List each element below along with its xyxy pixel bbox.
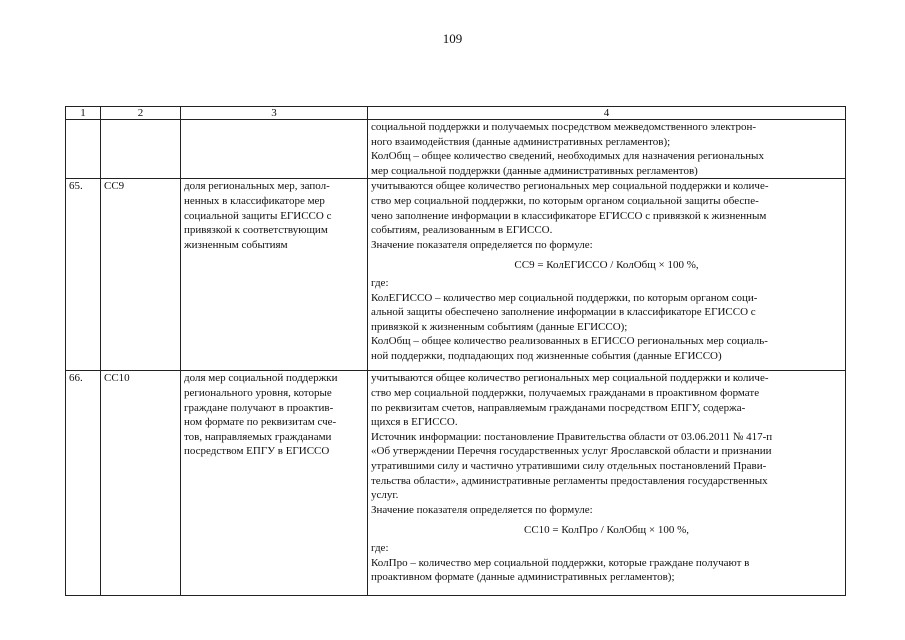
empty-cell [66,120,101,179]
method-intro: учитываются общее количество региональных мер социальной поддержки и количе- ство мер социальной поддержки, получаемых гражданами в проактивном формате по реквизитам счетов, направляемым гражданами посредством ЕПГУ, содержа- щихся в ЕГИССО. [371,372,769,429]
text-line: ного взаимодействия (данные административных регламентов); [371,135,671,148]
formula-label: Значение показателя определяется по формуле: [371,238,593,251]
empty-cell [181,120,368,179]
indicator-code: СС9 [101,179,181,371]
formula-label: Значение показателя определяется по формуле: [371,503,593,516]
continuation-row [66,120,846,179]
indicator-name-text: доля мер социальной поддержки регионального уровня, которые граждане получают в проактив- ном формате по реквизитам сче- тов, направляемых гражданами посредством ЕПГУ в ЕГИССО [184,372,338,458]
definition: КолОбщ – общее количество реализованных в ЕГИССО региональных мер социаль- ной поддержки, подпадающих под жизненные события (данные ЕГИССО) [371,335,768,362]
text-line: КолОбщ – общее количество сведений, необходимых для назначения региональных [371,150,764,163]
empty-cell [101,120,181,179]
method-intro: учитываются общее количество региональных мер социальной поддержки и количе- ство мер социальной поддержки, по которым органом социальной защиты обеспе- чено заполнение информации в классификаторе ЕГИССО с привязкой к жизненным событиям, реализованным в ЕГИССО. [371,180,769,237]
indicator-name [181,371,368,596]
formula: СС10 = КолПро / КолОбщ × 100 %, [523,524,690,537]
column-header-1: 1 [66,107,101,120]
text-line: социальной поддержки и получаемых посредством межведомственного электрон- [371,121,757,133]
column-header-3: 3 [181,107,368,120]
definition: КолЕГИССО – количество мер социальной поддержки, по которым органом соци- альной защиты обеспечено заполнение информации в классификаторе ЕГИССО с привязкой к жизненным событиям (данные ЕГИССО); [371,291,758,333]
continuation-text [368,120,846,179]
column-header-2: 2 [101,107,181,120]
source-info: Источник информации: постановление Правительства области от 03.06.2011 № 417-п «Об утверждении Перечня государственных услуг Ярославской области и признании утратившими силу и частично утратившими силу отдельных постановлений Прави- тельства области», административные регламенты предоставления государственных услуг. [371,430,773,502]
where-label: где: [371,276,389,289]
where-label: где: [371,541,389,554]
indicator-code: СС10 [101,371,181,596]
indicator-name-text: доля региональных мер, запол- ненных в классификаторе мер социальной защиты ЕГИССО с привязкой к соответствующим жизненным событиям [184,180,332,251]
indicator-method [368,371,846,596]
indicator-name [181,179,368,371]
table-row [66,371,846,596]
formula: СС9 = КолЕГИССО / КолОбщ × 100 %, [514,259,699,272]
text-line: мер социальной поддержки (данные административных регламентов) [371,164,698,177]
column-header-4: 4 [368,107,846,120]
row-number: 66. [66,371,101,596]
table-row [66,179,846,371]
header-row [66,107,846,120]
page-number: 109 [442,31,463,46]
indicator-table [65,106,846,596]
row-number: 65. [66,179,101,371]
indicator-method [368,179,846,371]
definition: КолПро – количество мер социальной поддержки, которые граждане получают в проактивном формате (данные административных регламентов); [371,556,750,584]
